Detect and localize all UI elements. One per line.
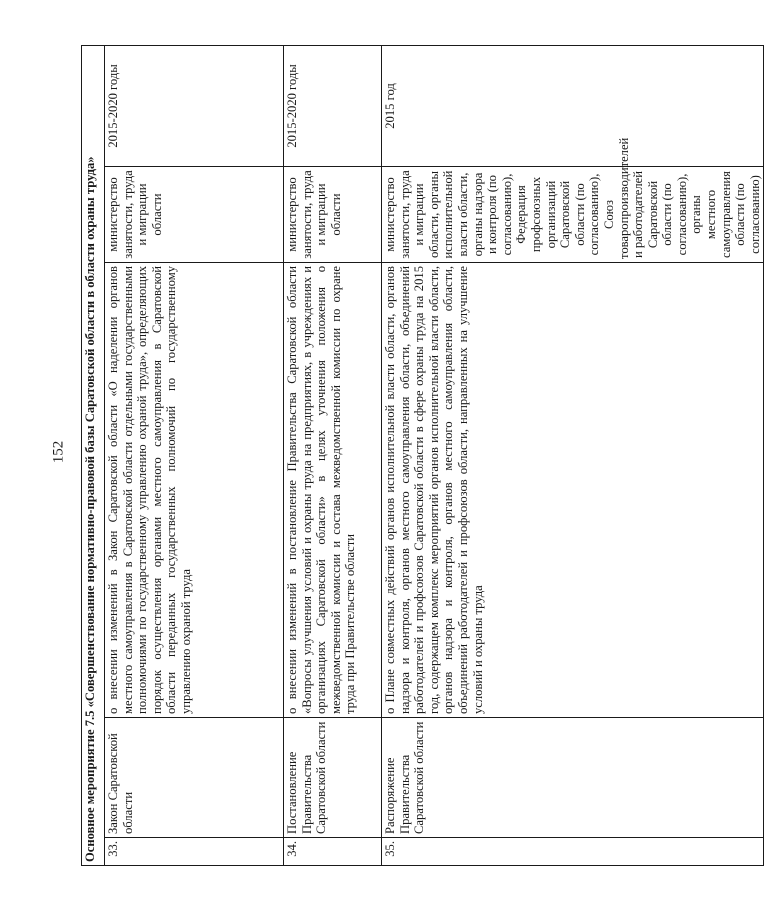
document-type: Постановление Правительства Саратовской области	[284, 718, 382, 838]
row-number: 34.	[284, 838, 382, 866]
section-heading-row	[82, 45, 105, 865]
page-number: 152	[50, 440, 67, 464]
term: 2015 год	[382, 45, 764, 166]
table-row	[105, 45, 284, 865]
term: 2015-2020 годы	[284, 45, 382, 166]
term: 2015-2020 годы	[105, 45, 284, 166]
rotated-table-wrapper	[81, 46, 762, 866]
document-type: Распоряжение Правительства Саратовской области	[382, 718, 764, 838]
table-row	[382, 45, 764, 865]
table-row	[284, 45, 382, 865]
document-description: о внесении изменений в Закон Саратовской области «О наделении органов местного самоуправления в Саратовской области отдельными государственными полномочиями по государственному управлению охраной труда», определяющих порядок осуществления органами местного самоуправления в Саратовской области переданных государственных полномочий по государственному управлению охраной труда	[105, 263, 284, 718]
row-number: 35.	[382, 838, 764, 866]
row-number: 33.	[105, 838, 284, 866]
document-type: Закон Саратовской области	[105, 718, 284, 838]
section-heading: Основное мероприятие 7.5 «Совершенствование нормативно-правовой базы Саратовской области в области охраны труда»	[82, 45, 105, 865]
executor: министерство занятости, труда и миграции области	[284, 167, 382, 263]
executor: министерство занятости, труда и миграции области	[105, 167, 284, 263]
document-description: о Плане совместных действий органов исполнительной власти области, органов надзора и контроля, органов местного самоуправления области, объединений работодателей и профсоюзов Саратовской области в сфере охраны труда на 2015 год, содержащем комплекс мероприятий органов исполнительной власти области, органов надзора и контроля, органов местного самоуправления области, объединений работодателей и профсоюзов области, направленных на улучшение условий и охраны труда	[382, 263, 764, 718]
executor: министерство занятости, труда и миграции области, органы исполнительной власти области, органы надзора и контроля (по согласованию), Федерация профсоюзных организаций Саратовской области (по согласованию), Союз товаропроизводителей и работодателей Саратовской области (по согласованию), органы местного самоуправления области (по согласованию)	[382, 167, 764, 263]
document-description: о внесении изменений в постановление Правительства Саратовской области «Вопросы улучшения условий и охраны труда на предприятиях, в учреждениях и организациях Саратовской области» в целях уточнения положения о межведомственной комиссии и состава межведомственной комиссии по охране труда при Правительстве области	[284, 263, 382, 718]
measures-table	[81, 45, 764, 866]
